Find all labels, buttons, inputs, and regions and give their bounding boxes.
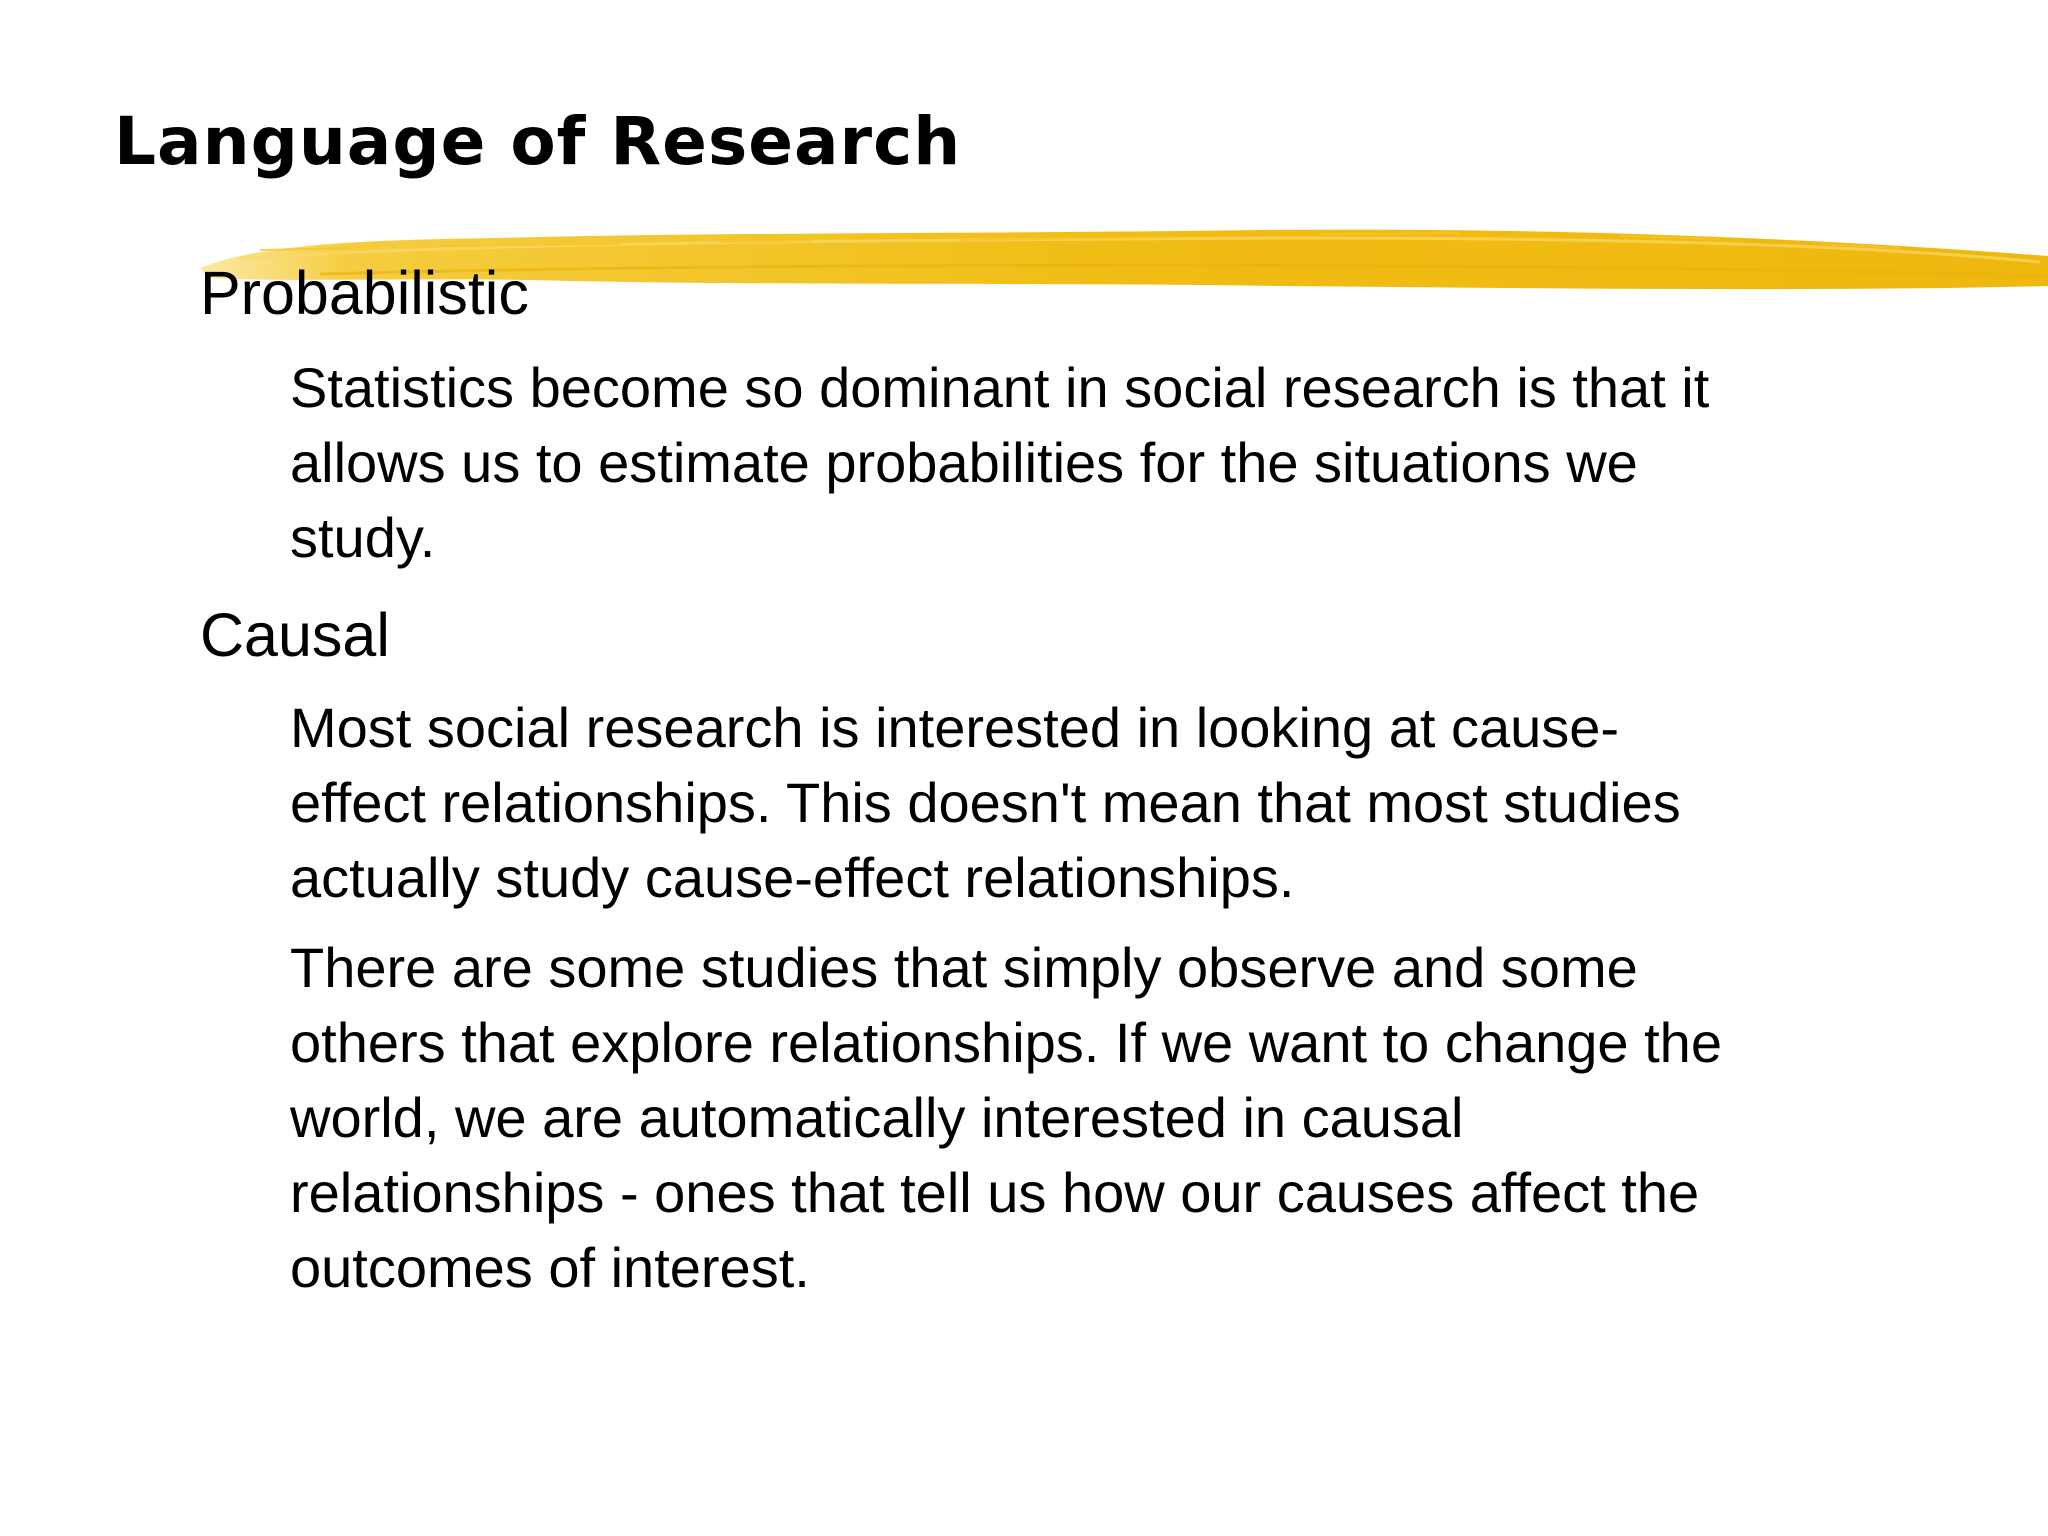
paragraph-line: relationships - ones that tell us how our causes affect the [290,1161,1700,1224]
paragraph-line: There are some studies that simply observe and some [290,936,1638,999]
section-heading-probabilistic: Probabilistic [200,259,529,327]
paragraph-line: outcomes of interest. [290,1236,810,1299]
paragraph-line: actually study cause-effect relationships. [290,846,1295,909]
slide-title: Language of Research [114,103,962,180]
section-paragraph [290,930,1990,1305]
section-paragraph [290,350,1990,575]
paragraph-line: allows us to estimate probabilities for the situations we [290,431,1638,494]
paragraph-line: effect relationships. This doesn't mean that most studies [290,771,1681,834]
paragraph-line: Statistics become so dominant in social research is that it [290,356,1710,419]
paragraph-line: study. [290,506,436,569]
section-heading-causal: Causal [200,601,390,669]
paragraph-line: Most social research is interested in looking at cause- [290,696,1620,759]
paragraph-line: others that explore relationships. If we want to change the [290,1011,1722,1074]
section-paragraph [290,690,1990,915]
paragraph-line: world, we are automatically interested in causal [290,1086,1464,1149]
